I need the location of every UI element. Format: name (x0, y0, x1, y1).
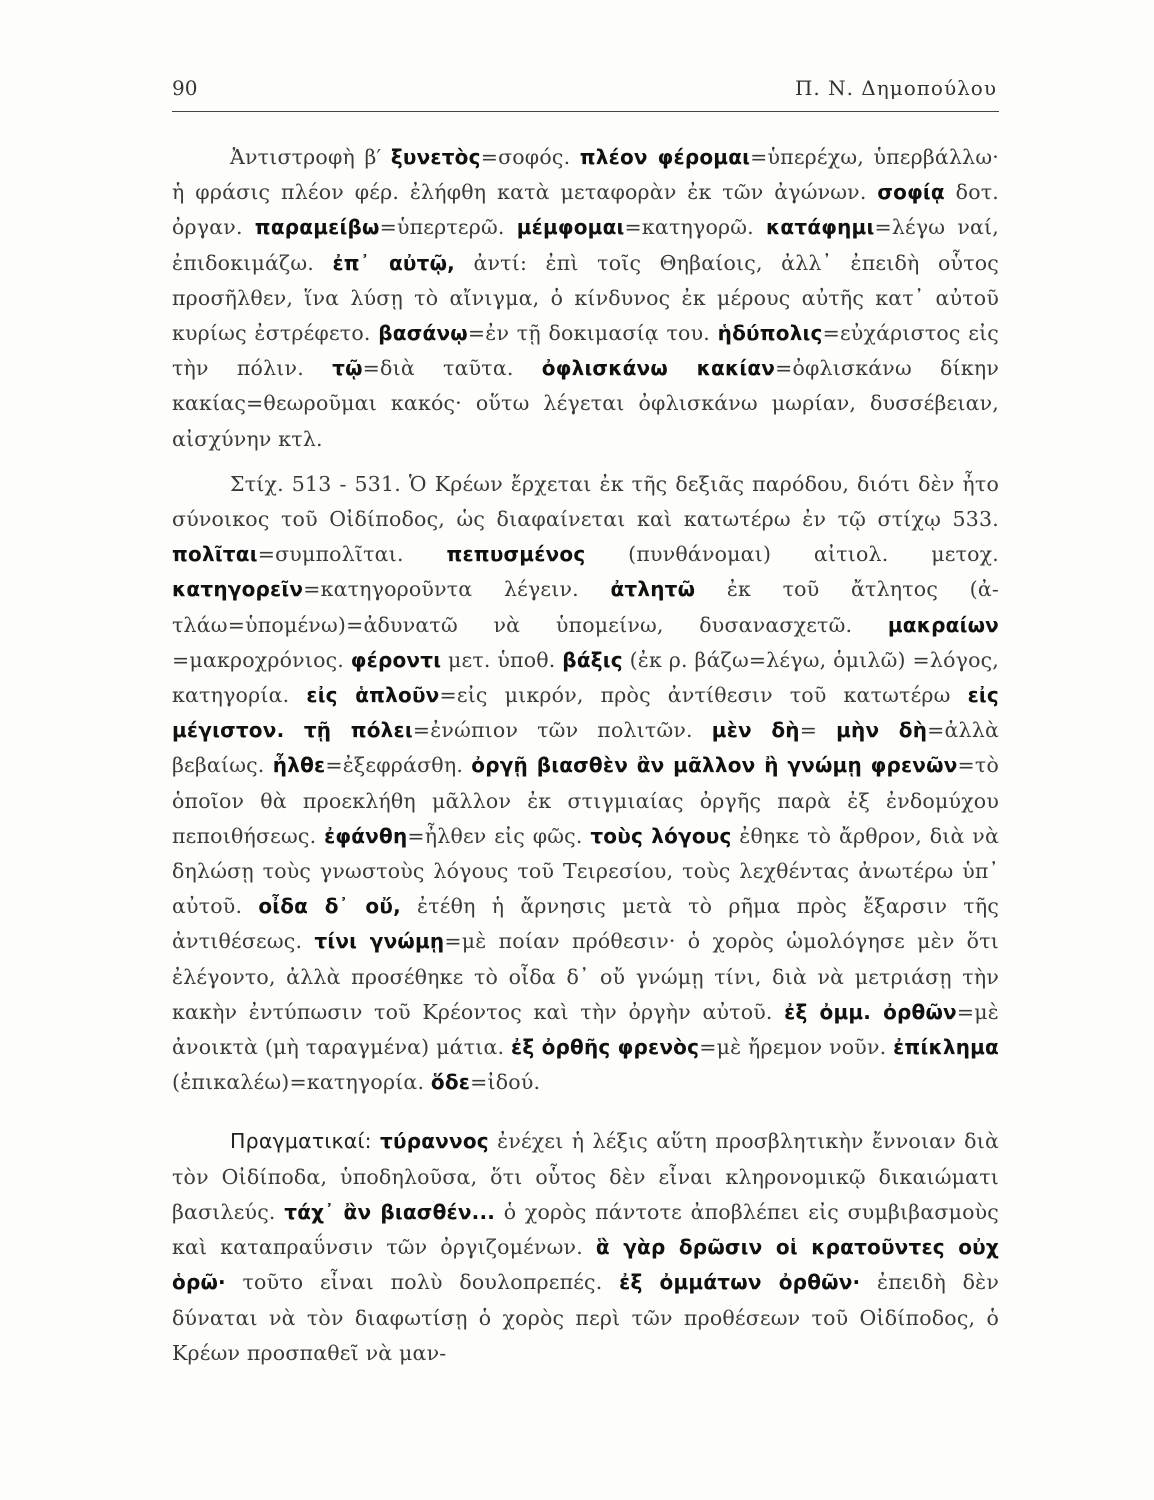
lemma-term: τίνι γνώμῃ (314, 929, 445, 954)
lemma-term: κατηγορεῖν (172, 577, 304, 602)
gloss-text: =μὲ ἤρεμον νοῦν. (699, 1035, 894, 1060)
gloss-text: μετ. ὑποθ. (441, 647, 563, 672)
lemma-term: πεπυσμένος (446, 542, 586, 567)
lemma-term: παραμείβω (254, 215, 380, 240)
gloss-text: ἐνέχει ἡ λέξις αὕτη προσβλητικὴν ἔννοιαν διὰ τὸν Οἰδίποδα, ὑποδηλοῦσα, ὅτι οὗτος δὲν εἶναι κληρονομικῷ δικαιώματι βασιλεύς. (172, 1129, 1000, 1224)
gloss-text: τοῦτο εἶναι πολὺ δουλοπρεπές. (225, 1270, 620, 1295)
gloss-text: =ἐν τῇ δοκιμασίᾳ του. (467, 321, 718, 346)
lemma-term: μὲν δὴ (711, 718, 800, 743)
gloss-text: =εἰς μικρόν, πρὸς ἀντίθεσιν τοῦ κατωτέρω (439, 683, 968, 708)
gloss-text: =μὲ ἀνοικτὰ (μὴ ταραγμένα) μάτια. (172, 999, 999, 1060)
gloss-text: ἐκ τοῦ ἄτλητος (ἀ-τλάω=ὑπομένω)=ἀδυνατῶ νὰ ὑπομείνω, δυσανασχετῶ. (172, 577, 999, 637)
gloss-text: = (799, 718, 837, 743)
gloss-text: =ἦλθεν εἰς φῶς. (407, 823, 591, 848)
running-head: Π. Ν. Δημοπούλου (794, 76, 997, 100)
gloss-text: Ἀντιστροφὴ β′ (230, 145, 391, 169)
gloss-text: =συμπολῖται. (257, 542, 447, 567)
lemma-term: μὴν δὴ (836, 718, 928, 743)
gloss-text: ἐθηκε τὸ ἄρθρον, διὰ νὰ δηλώσῃ τοὺς γνωστοὺς λόγους τοῦ Τειρεσίου, τοὺς λεχθέντας ἀνωτέρω ὑπ᾽ αὐτοῦ. (172, 823, 1000, 919)
lemma-term: εἰς μέγιστον. τῇ πόλει (172, 683, 999, 743)
gloss-text: δοτ. ὀργαν. (172, 180, 999, 240)
gloss-text: =κατηγορῶ. (624, 215, 766, 240)
gloss-text: =διὰ ταῦτα. (362, 356, 542, 381)
lemma-term: ξυνετὸς (390, 145, 481, 169)
gloss-text: =εὐχάριστος εἰς τὴν πόλιν. (172, 321, 999, 381)
gloss-text: =κατηγοροῦντα λέγειν. (303, 577, 611, 602)
lemma-term: ἐπίκλημα (893, 1035, 1000, 1060)
page-body (172, 140, 999, 1371)
lemma-term: πλέον φέρομαι (579, 145, 751, 169)
gloss-text: ἐτέθη ἡ ἄρνησις μετὰ τὸ ρῆμα πρὸς ἔξαρσιν τῆς ἀντιθέσεως. (172, 894, 999, 954)
gloss-text: ὁ χορὸς πάντοτε ἀποβλέπει εἰς συμβιβασμοὺς καὶ καταπραΰνσιν τῶν ὀργιζομένων. (172, 1199, 999, 1260)
lemma-term: τῷ (332, 356, 363, 381)
page-header (172, 72, 997, 112)
gloss-text: ἀντί: ἐπὶ τοῖς Θηβαίοις, ἀλλ᾽ ἐπειδὴ οὗτος προσῆλθεν, ἵνα λύσῃ τὸ αἴνιγμα, ὁ κίνδυνος ἐκ μέρους αὐτῆς κατ᾽ αὐτοῦ κυρίως ἐστρέφετο. (172, 250, 999, 346)
lemma-term: μέμφομαι (516, 215, 625, 240)
commentary-paragraph (172, 140, 999, 457)
commentary-paragraph (172, 1124, 999, 1370)
lemma-term: ἐξ ὀμμ. ὀρθῶν (784, 999, 957, 1024)
gloss-text: =ἰδού. (470, 1070, 541, 1095)
lemma-term: μακραίων (887, 612, 999, 637)
lemma-term: ἦλθε (272, 753, 326, 778)
lemma-term: ἡδύπολις (717, 321, 823, 346)
section-lead: Πραγματικαί: (230, 1129, 381, 1154)
lemma-term: τάχ᾽ ἂν βιασθέν... (284, 1199, 496, 1224)
lemma-term: οἶδα δ᾽ οὔ, (258, 894, 401, 919)
lemma-term: πολῖται (172, 542, 258, 567)
gloss-text: =λέγω ναί, ἐπιδοκιμάζω. (172, 215, 999, 275)
gloss-text: =ἐξεφράσθη. (325, 753, 472, 778)
lemma-term: ἐξ ὀμμάτων ὀρθῶν· (619, 1270, 861, 1295)
gloss-text: =τὸ ὁποῖον θὰ προεκλήθη μᾶλλον ἐκ στιγμιαίας ὀργῆς παρὰ ἐξ ἐνδομύχου πεποιθήσεως. (172, 753, 999, 848)
lemma-term: φέροντι (350, 647, 442, 672)
gloss-text: (πυνθάνομαι) αἰτιολ. μετοχ. (585, 542, 999, 567)
gloss-text: (ἐκ ρ. βάζω=λέγω, ὁμιλῶ) =λόγος, κατηγορία. (172, 647, 1000, 708)
gloss-text: =ὑπερέχω, ὑπερβάλλω· ἡ φράσις πλέον φέρ. ἐλήφθη κατὰ μεταφορὰν ἐκ τῶν ἀγώνων. (172, 145, 999, 205)
gloss-text: =ἐνώπιον τῶν πολιτῶν. (412, 718, 712, 743)
lemma-term: βάξις (562, 647, 623, 672)
lemma-term: ἀτλητῶ (610, 577, 696, 602)
gloss-text: Στίχ. 513 - 531. Ὁ Κρέων ἔρχεται ἐκ τῆς δεξιᾶς παρόδου, διότι δὲν ἦτο σύνοικος τοῦ Οἰδίποδος, ὡς διαφαίνεται καὶ κατωτέρω ἐν τῷ στίχῳ 533. (172, 471, 999, 532)
gloss-text: (ἐπικαλέω)=κατηγορία. (172, 1070, 431, 1095)
gloss-text: =σοφός. (480, 145, 580, 169)
gloss-text: =μὲ ποίαν πρόθεσιν· ὁ χορὸς ὡμολόγησε μὲν ὅτι ἐλέγοντο, ἀλλὰ προσέθηκε τὸ οἶδα δ᾽ οὔ γνώμῃ τίνι, διὰ νὰ μετριάσῃ τὴν κακὴν ἐντύπωσιν τοῦ Κρέοντος καὶ τὴν ὀργὴν αὐτοῦ. (172, 929, 999, 1024)
gloss-text: =μακροχρόνιος. (172, 647, 351, 672)
commentary-paragraph (172, 467, 999, 1101)
gloss-text: =ἀλλὰ βεβαίως. (172, 718, 999, 778)
lemma-term: ἐφάνθη (324, 823, 408, 848)
gloss-text: =ὀφλισκάνω δίκην κακίας=θεωροῦμαι κακός· οὕτω λέγεται ὀφλισκάνω μωρίαν, δυσσέβειαν, αἰσχύνην κτλ. (172, 356, 999, 451)
lemma-term: τύραννος (380, 1129, 489, 1154)
page-number: 90 (172, 76, 198, 100)
lemma-term: ὅδε (430, 1070, 471, 1095)
lemma-term: εἰς ἁπλοῦν (306, 683, 440, 708)
lemma-term: βασάνῳ (378, 321, 468, 346)
lemma-term: τοὺς λόγους (590, 823, 732, 848)
gloss-text: ἐπειδὴ δὲν δύναται νὰ τὸν διαφωτίσῃ ὁ χορὸς περὶ τῶν προθέσεων τοῦ Οἰδίποδος, ὁ Κρέων προσπαθεῖ νὰ μαν- (172, 1270, 1000, 1365)
header-rule (172, 111, 999, 112)
lemma-term: κατάφημι (766, 215, 875, 240)
lemma-term: ὀφλισκάνω κακίαν (541, 356, 776, 381)
lemma-term: ὀργῇ βιασθὲν ἂν μᾶλλον ἢ γνώμῃ φρενῶν (471, 753, 958, 778)
lemma-term: ἐπ᾽ αὐτῷ, (332, 250, 455, 275)
lemma-term: ἃ γὰρ δρῶσιν οἱ κρατοῦντες οὐχ ὁρῶ· (172, 1235, 999, 1295)
gloss-text: =ὑπερτερῶ. (379, 215, 517, 240)
lemma-term: ἐξ ὀρθῆς φρενὸς (511, 1035, 700, 1060)
lemma-term: σοφίᾳ (877, 180, 945, 205)
